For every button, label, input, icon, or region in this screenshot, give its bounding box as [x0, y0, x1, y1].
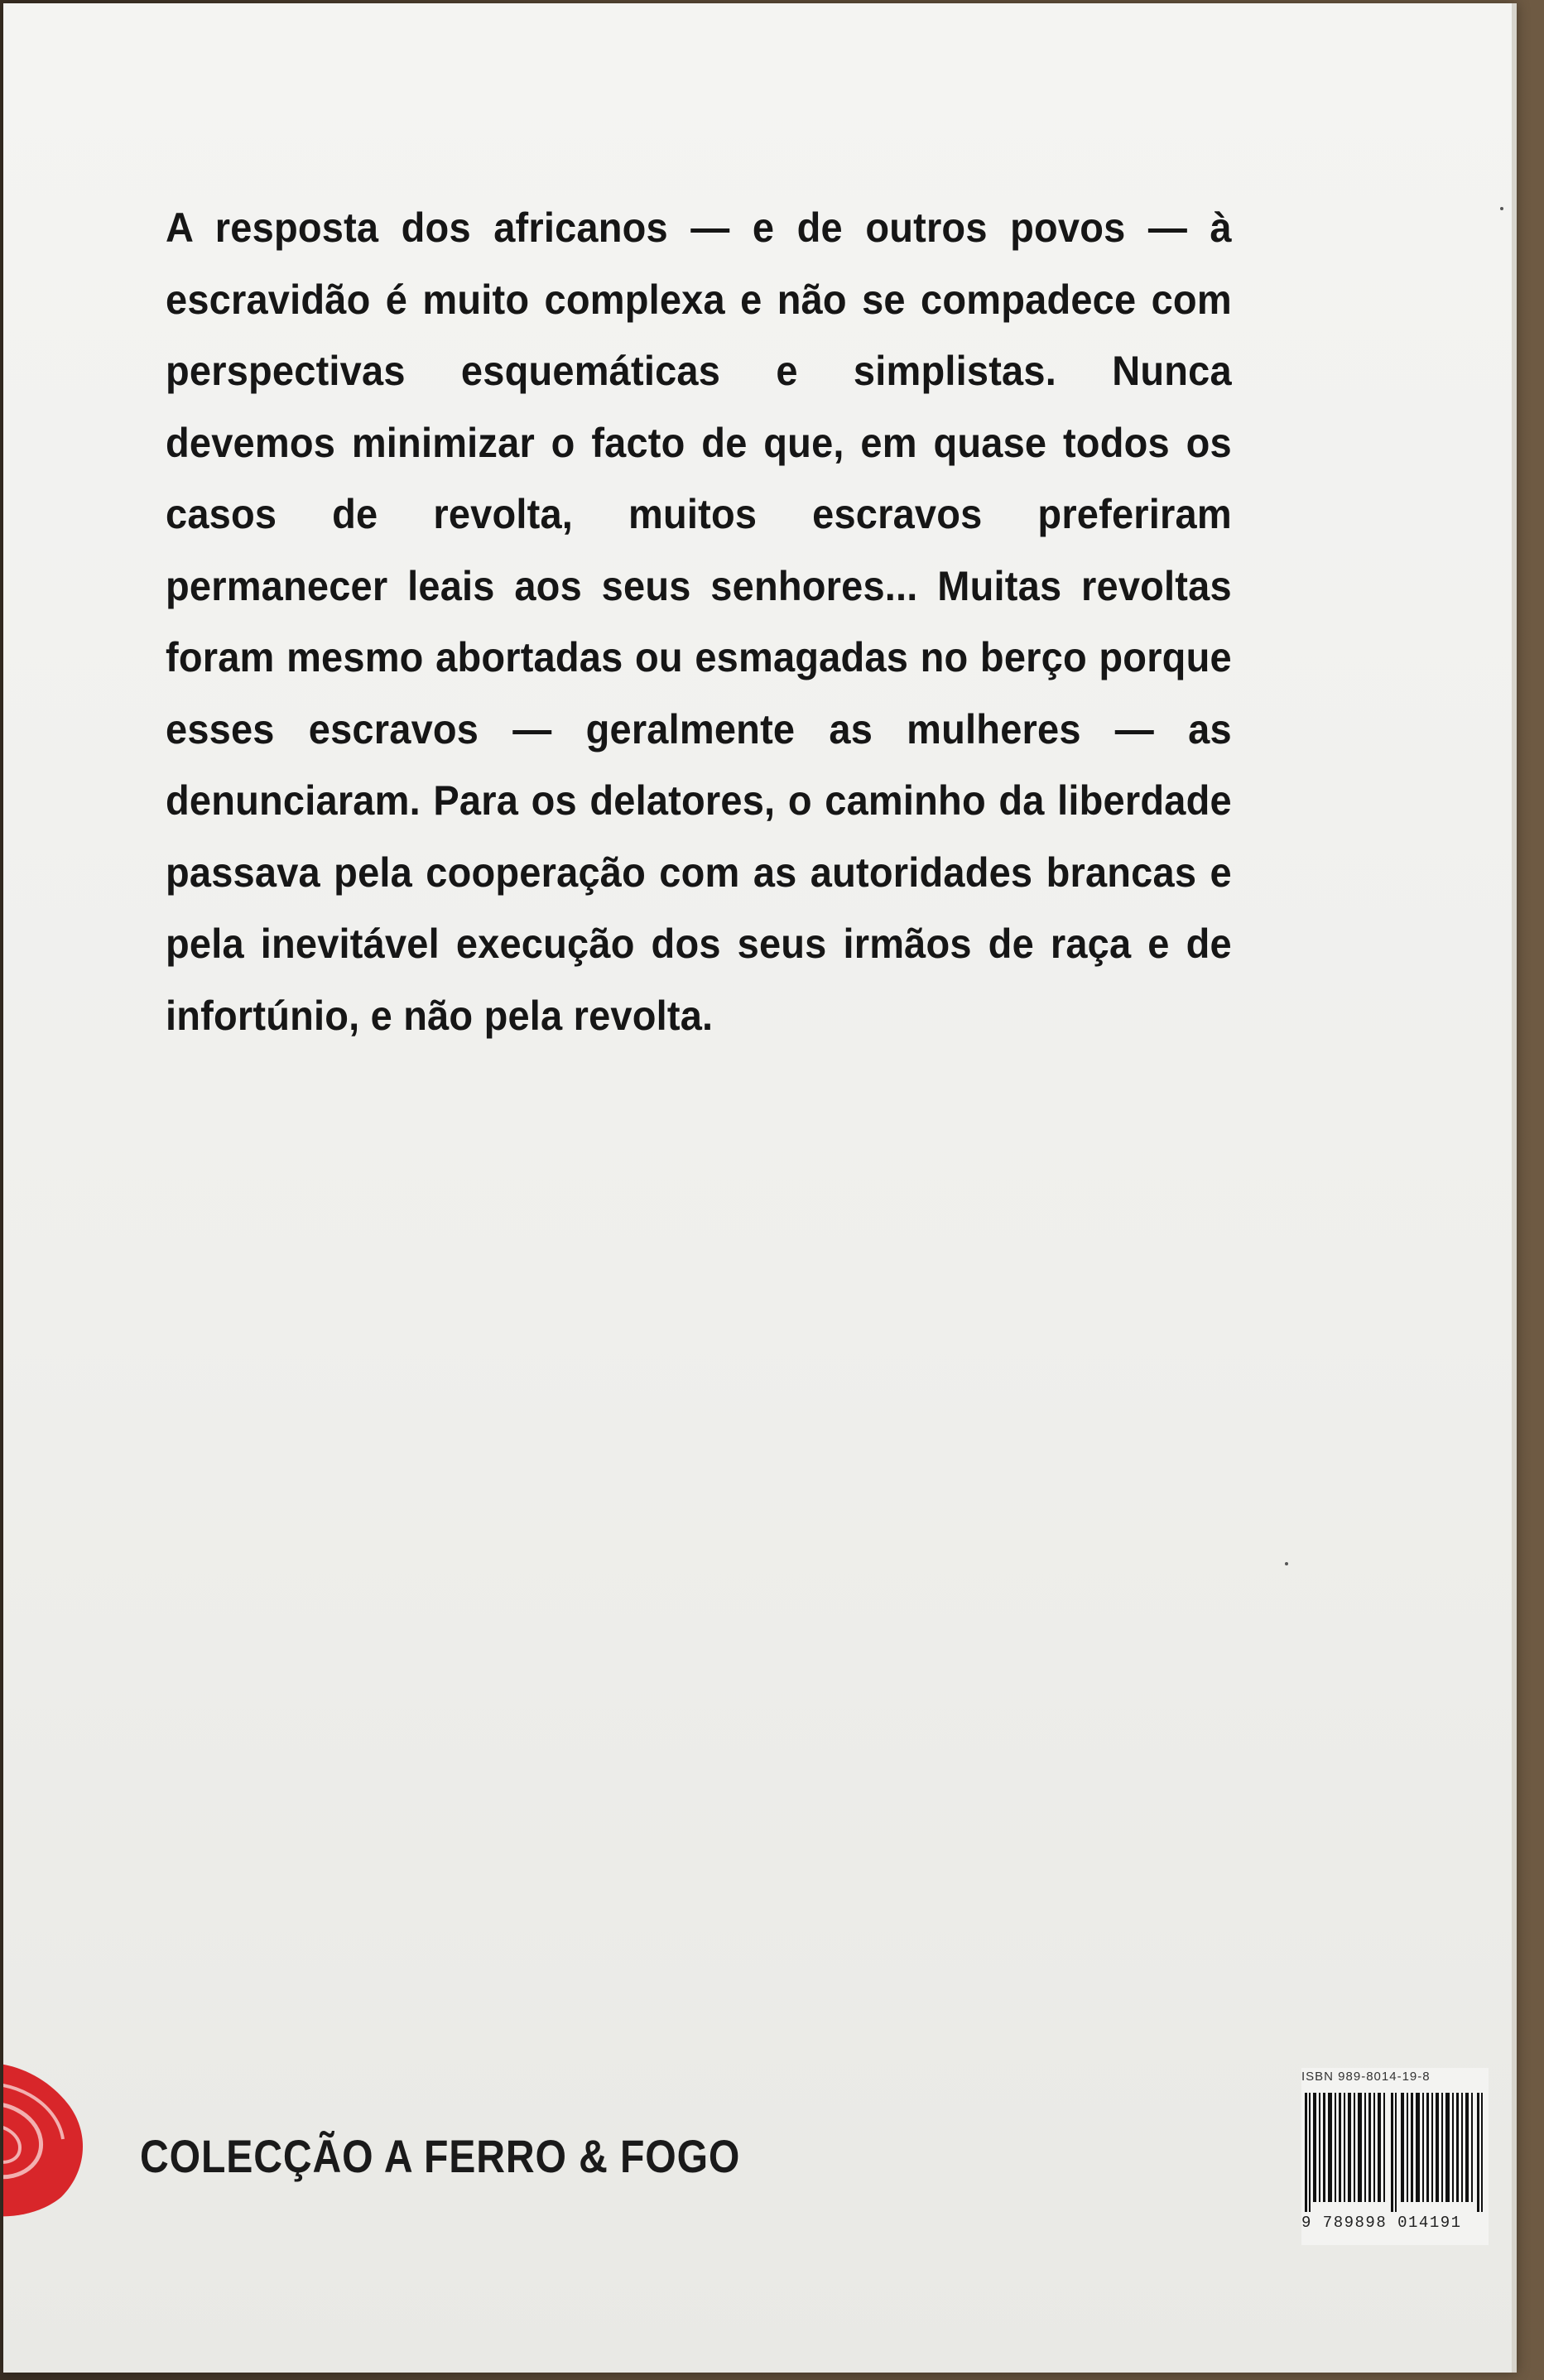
barcode-icon	[1301, 2093, 1489, 2212]
collection-title: COLECÇÃO A FERRO & FOGO	[140, 2130, 741, 2182]
book-back-cover	[3, 3, 1517, 2373]
isbn-barcode	[1301, 2068, 1489, 2245]
isbn-label: ISBN 989-8014-19-8	[1301, 2070, 1431, 2084]
blurb-text: A resposta dos africanos — e de outros povos — à escravidão é muito complexa e não se compadece com perspectivas esquemáticas e simplistas. Nunca devemos minimizar o facto de que, em quase todos os casos de revolta, muitos escravos preferiram permanecer leais aos seus senhores... Muitas revoltas foram mesmo abortadas ou esmagadas no berço porque esses escravos — geralmente as mulheres — as denunciaram. Para os delatores, o caminho da liberdade passava pela cooperação com as autoridades brancas e pela inevitável execução dos seus irmãos de raça e de infortúnio, e não pela revolta.	[166, 204, 1232, 1039]
barcode-number: 9 789898 014191	[1301, 2214, 1462, 2232]
surface-speck	[1500, 207, 1503, 210]
publisher-seal-icon	[3, 2056, 94, 2222]
surface-speck	[1285, 1562, 1288, 1565]
